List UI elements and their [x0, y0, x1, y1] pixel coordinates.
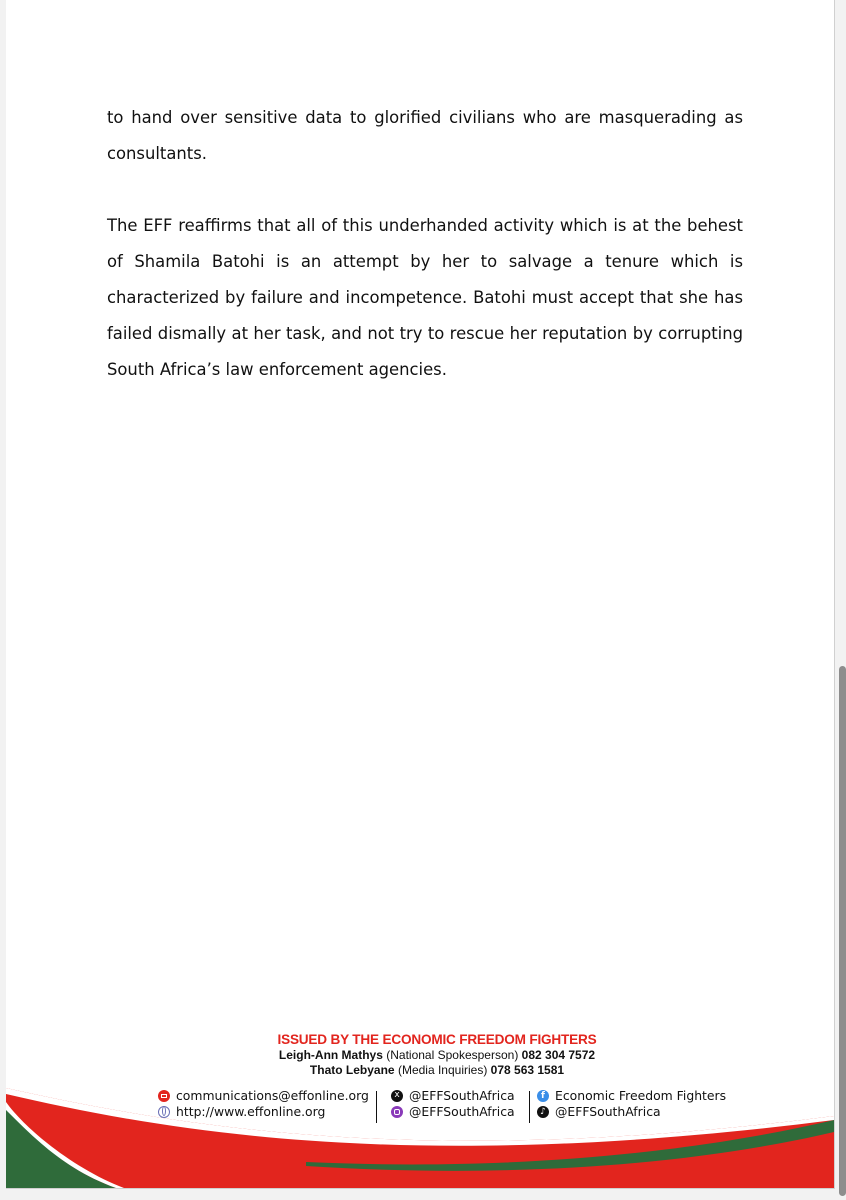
column-divider-1 [376, 1091, 377, 1123]
tiktok-row [537, 1104, 726, 1120]
instagram-icon [391, 1106, 403, 1118]
tiktok-handle-link[interactable]: @EFFSouthAfrica [555, 1104, 661, 1119]
facebook-row [537, 1088, 726, 1104]
column-divider-2 [529, 1091, 530, 1123]
body-text [107, 100, 743, 424]
media-contact-phone: 078 563 1581 [490, 1063, 565, 1077]
contact-web-column [158, 1088, 369, 1120]
facebook-page-link[interactable]: Economic Freedom Fighters [555, 1088, 727, 1103]
paragraph-1: to hand over sensitive data to glorified civilians who are masquerading as consultants. [107, 108, 743, 163]
facebook-icon [537, 1090, 549, 1102]
website-row [158, 1104, 369, 1120]
issued-by-heading: ISSUED BY THE ECONOMIC FREEDOM FIGHTERS [277, 1032, 597, 1047]
x-icon [391, 1090, 403, 1102]
email-icon [158, 1090, 170, 1102]
contact-social-column-2 [537, 1088, 726, 1120]
x-handle-link[interactable]: @EFFSouthAfrica [409, 1088, 515, 1103]
x-row [391, 1088, 515, 1104]
footer-header [6, 1032, 834, 1078]
website-link[interactable]: http://www.effonline.org [176, 1104, 326, 1119]
scrollbar-thumb[interactable] [839, 666, 846, 1196]
spokesperson-line-2 [40, 1063, 834, 1078]
instagram-row [391, 1104, 515, 1120]
spokesperson-phone: 082 304 7572 [521, 1048, 596, 1062]
email-link[interactable]: communications@effonline.org [176, 1088, 369, 1103]
globe-icon [158, 1106, 170, 1118]
instagram-handle-link[interactable]: @EFFSouthAfrica [409, 1104, 515, 1119]
email-row [158, 1088, 369, 1104]
media-contact-name: Thato Lebyane [309, 1063, 395, 1077]
document-page [6, 0, 835, 1189]
spokesperson-name: Leigh-Ann Mathys [278, 1048, 383, 1062]
spokesperson-line-1 [40, 1048, 834, 1063]
media-contact-role: (Media Inquiries) [397, 1063, 488, 1077]
contact-social-column-1 [391, 1088, 515, 1120]
tiktok-icon [537, 1106, 549, 1118]
paragraph-2: The EFF reaffirms that all of this underhanded activity which is at the behest of Shamila Batohi is an attempt by her to salvage a tenure which is characterized by failure and incompetence. Batohi must accept that she has failed dismally at her task, and not try to rescue her reputation by corrupting South Africa’s law enforcement agencies. [107, 216, 743, 379]
spokesperson-role: (National Spokesperson) [386, 1048, 519, 1062]
